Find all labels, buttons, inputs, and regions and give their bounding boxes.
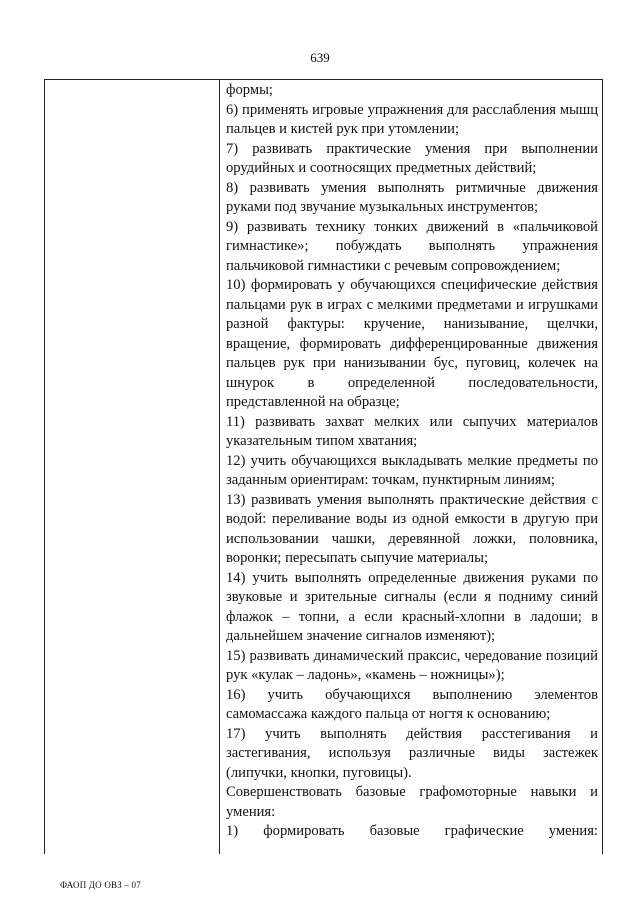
paragraph: 10) формировать у обучающихся специфические действия пальцами рук в играх с мелкими предметами и игрушками разной фактуры: кручение, нанизывание, щелчки, вращение, формировать дифференцированные движения пальцев рук при нанизывании бус, пуговиц, колечек на шнурок в определенной последовательности, представленной на образце; [226, 277, 598, 410]
paragraph: 6) применять игровые упражнения для расслабления мышц пальцев и кистей рук при утомлении; [226, 101, 598, 137]
paragraph: 8) развивать умения выполнять ритмичные движения руками под звучание музыкальных инструментов; [226, 179, 598, 215]
paragraph: 12) учить обучающихся выкладывать мелкие предметы по заданным ориентирам: точкам, пунктирным линиям; [226, 452, 598, 488]
paragraph: 11) развивать захват мелких или сыпучих материалов указательным типом хватания; [226, 413, 598, 449]
paragraph: 13) развивать умения выполнять практические действия с водой: переливание воды из одной емкости в другую при использовании чашки, деревянной ложки, половника, воронки; пересыпать сыпучие материалы; [226, 491, 598, 566]
paragraph: 1) формировать базовые графические умения: [226, 823, 598, 839]
paragraph: 17) учить выполнять действия расстегивания и застегивания, используя различные виды застежек (липучки, кнопки, пуговицы). [226, 725, 598, 781]
content-cell [226, 81, 598, 842]
paragraph: формы; [226, 82, 273, 98]
paragraph: 14) учить выполнять определенные движения руками по звуковые и зрительные сигналы (если я подниму синий флажок – топни, а если красный-хлопни в ладоши; в дальнейшем значение сигналов изменяют); [226, 569, 598, 644]
column-divider [219, 79, 220, 854]
page-number: 639 [310, 50, 330, 65]
paragraph: Совершенствовать базовые графомоторные навыки и умения: [226, 784, 598, 820]
paragraph: 15) развивать динамический праксис, чередование позиций рук «кулак – ладонь», «камень – ножницы»); [226, 647, 598, 683]
paragraph: 7) развивать практические умения при выполнении орудийных и соотносящих предметных действий; [226, 140, 598, 176]
footer-document-code: ФАОП ДО ОВЗ – 07 [60, 880, 141, 890]
paragraph: 9) развивать технику тонких движений в «пальчиковой гимнастике»; побуждать выполнять упражнения пальчиковой гимнастики с речевым сопровождением; [226, 218, 598, 274]
paragraph: 16) учить обучающихся выполнению элементов самомассажа каждого пальца от ногтя к основанию; [226, 686, 598, 722]
